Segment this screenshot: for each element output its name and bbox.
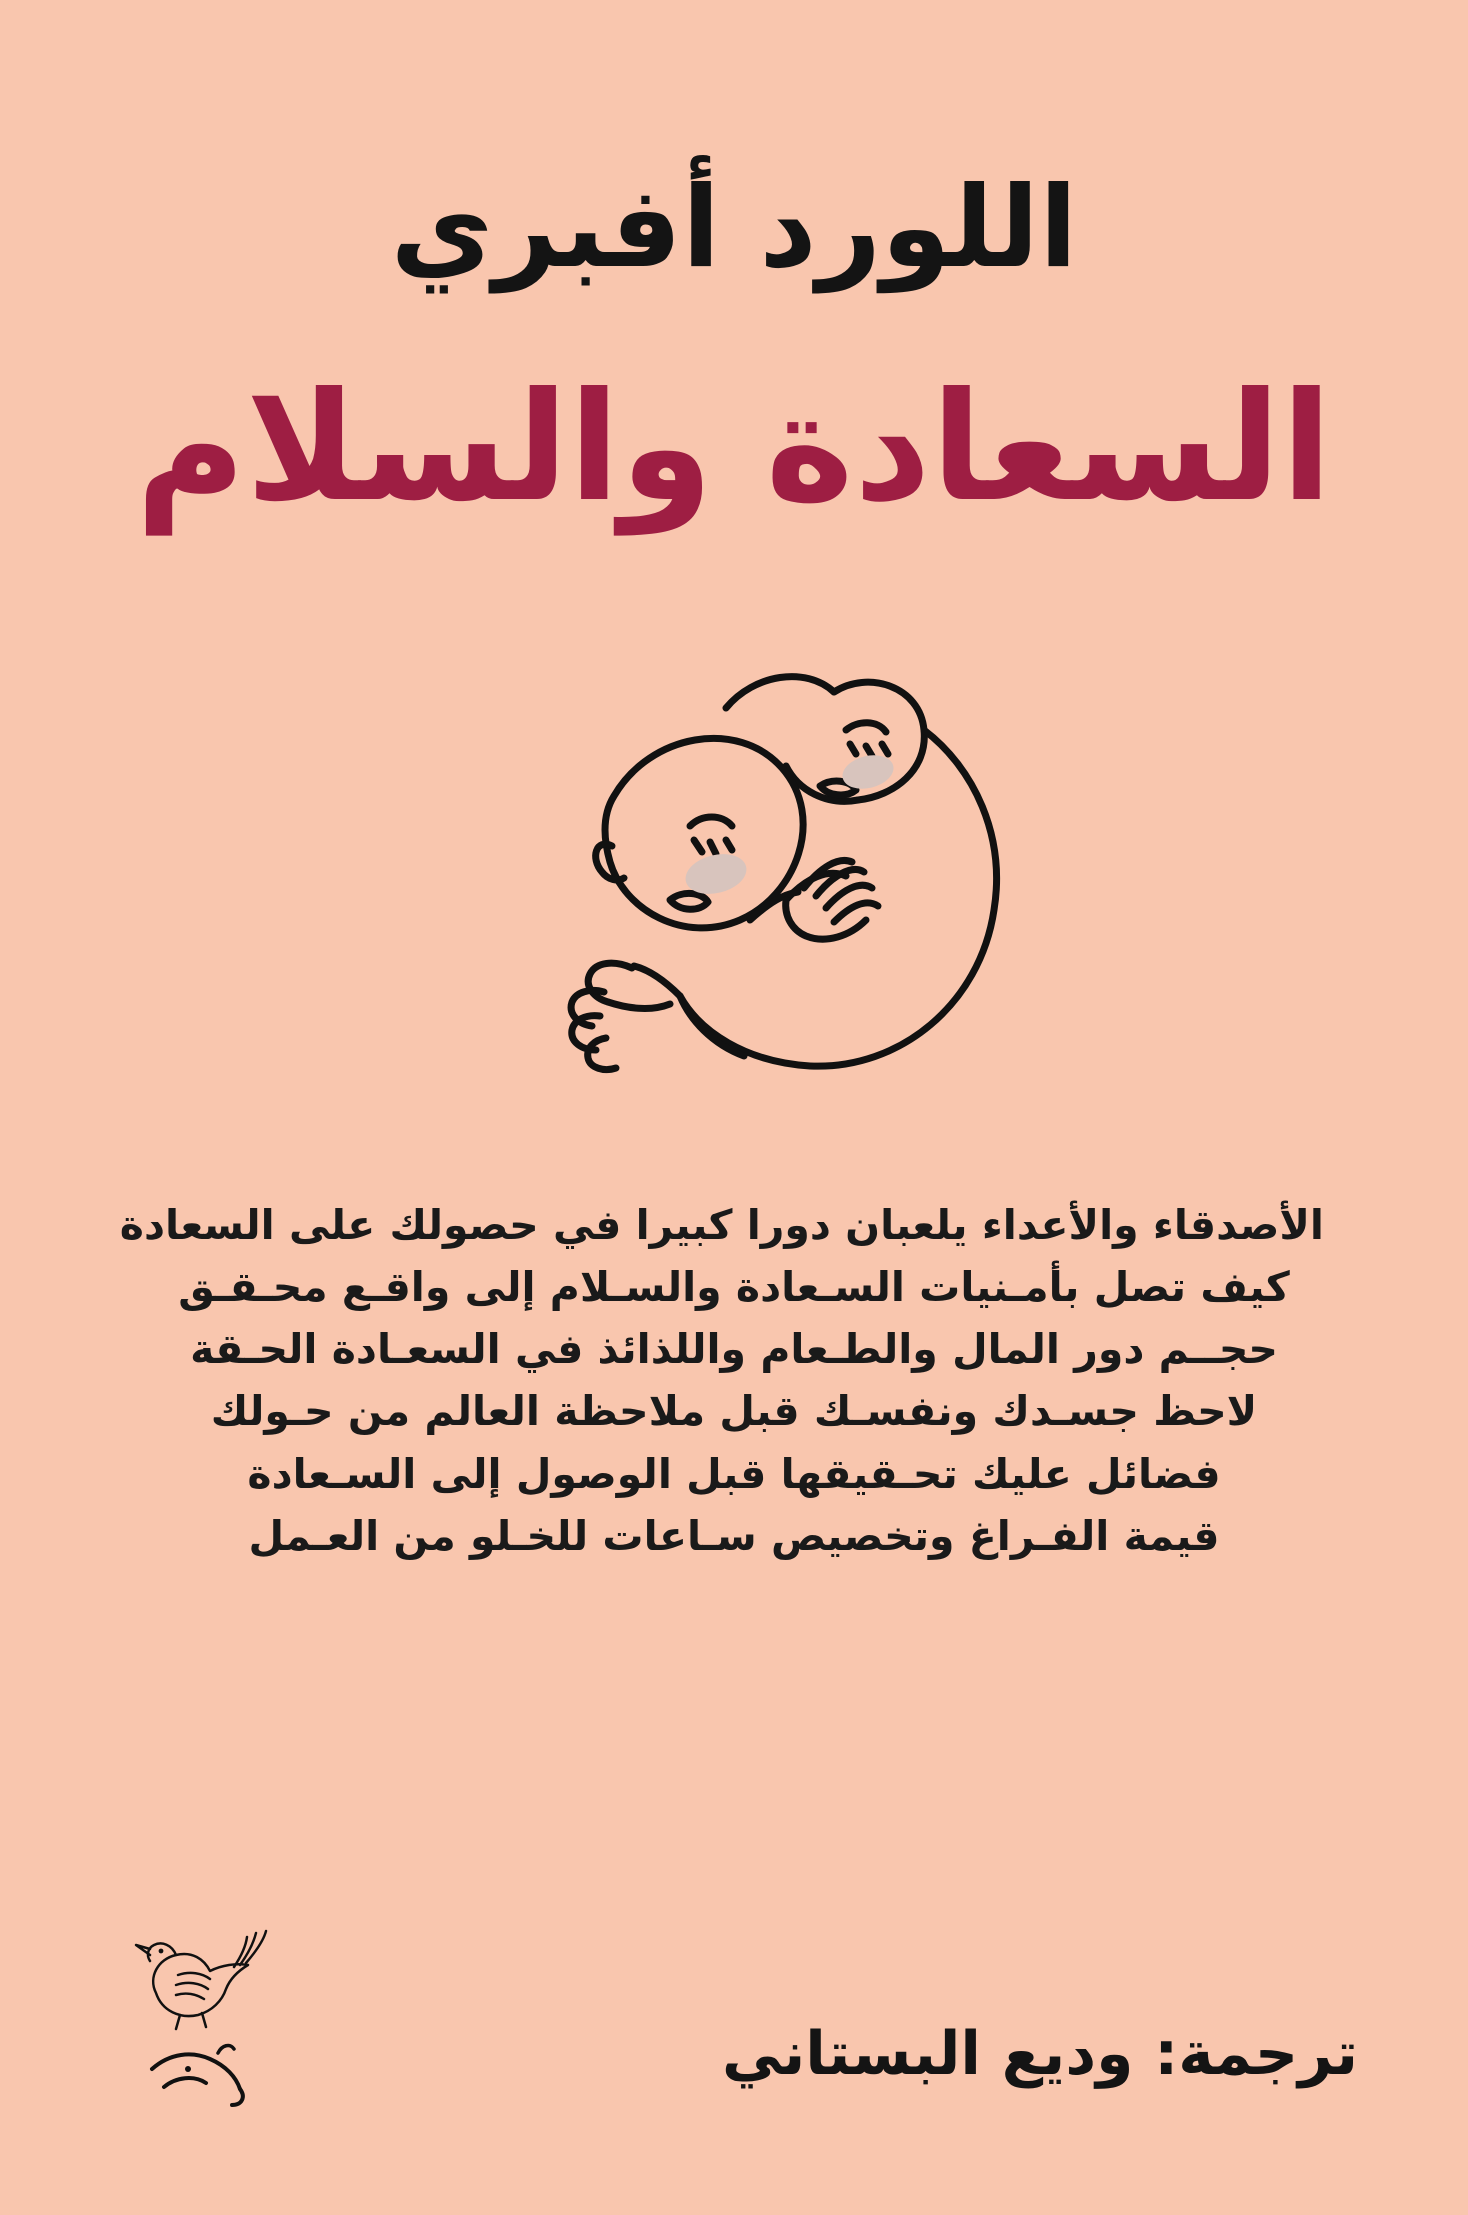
- bullet-list: [119, 1194, 1324, 1568]
- afaq-bird-logo: [118, 1919, 278, 2109]
- author-name: اللورد أفبري: [390, 163, 1078, 293]
- two-people-embracing-line-drawing: [454, 600, 1014, 1120]
- bullet-item: فضائل عليك تحـقيقها قبل الوصول إلى السـعادة: [247, 1449, 1221, 1498]
- bullet-item: لاحظ جسـدك ونفسـك قبل ملاحظة العالم من حـولك: [210, 1387, 1258, 1436]
- translator-credit: ترجمة: وديع البستاني: [722, 2019, 1358, 2089]
- bullet-item: قيمة الفـراغ وتخصيص سـاعات للخـلو من العـمل: [248, 1512, 1220, 1561]
- bullet-item: حجــم دور المال والطـعام واللذائذ في السعـادة الحـقة: [190, 1325, 1278, 1374]
- bullet-item: الأصدقاء والأعداء يلعبان دورا كبيرا في حصولك على السعادة: [119, 1200, 1324, 1249]
- cover-footer: [0, 1909, 1468, 2119]
- bullet-item: كيف تصل بأمـنيات السـعادة والسـلام إلى واقـع محـقـق: [178, 1262, 1290, 1311]
- book-title: السعادة والسلام: [135, 361, 1333, 535]
